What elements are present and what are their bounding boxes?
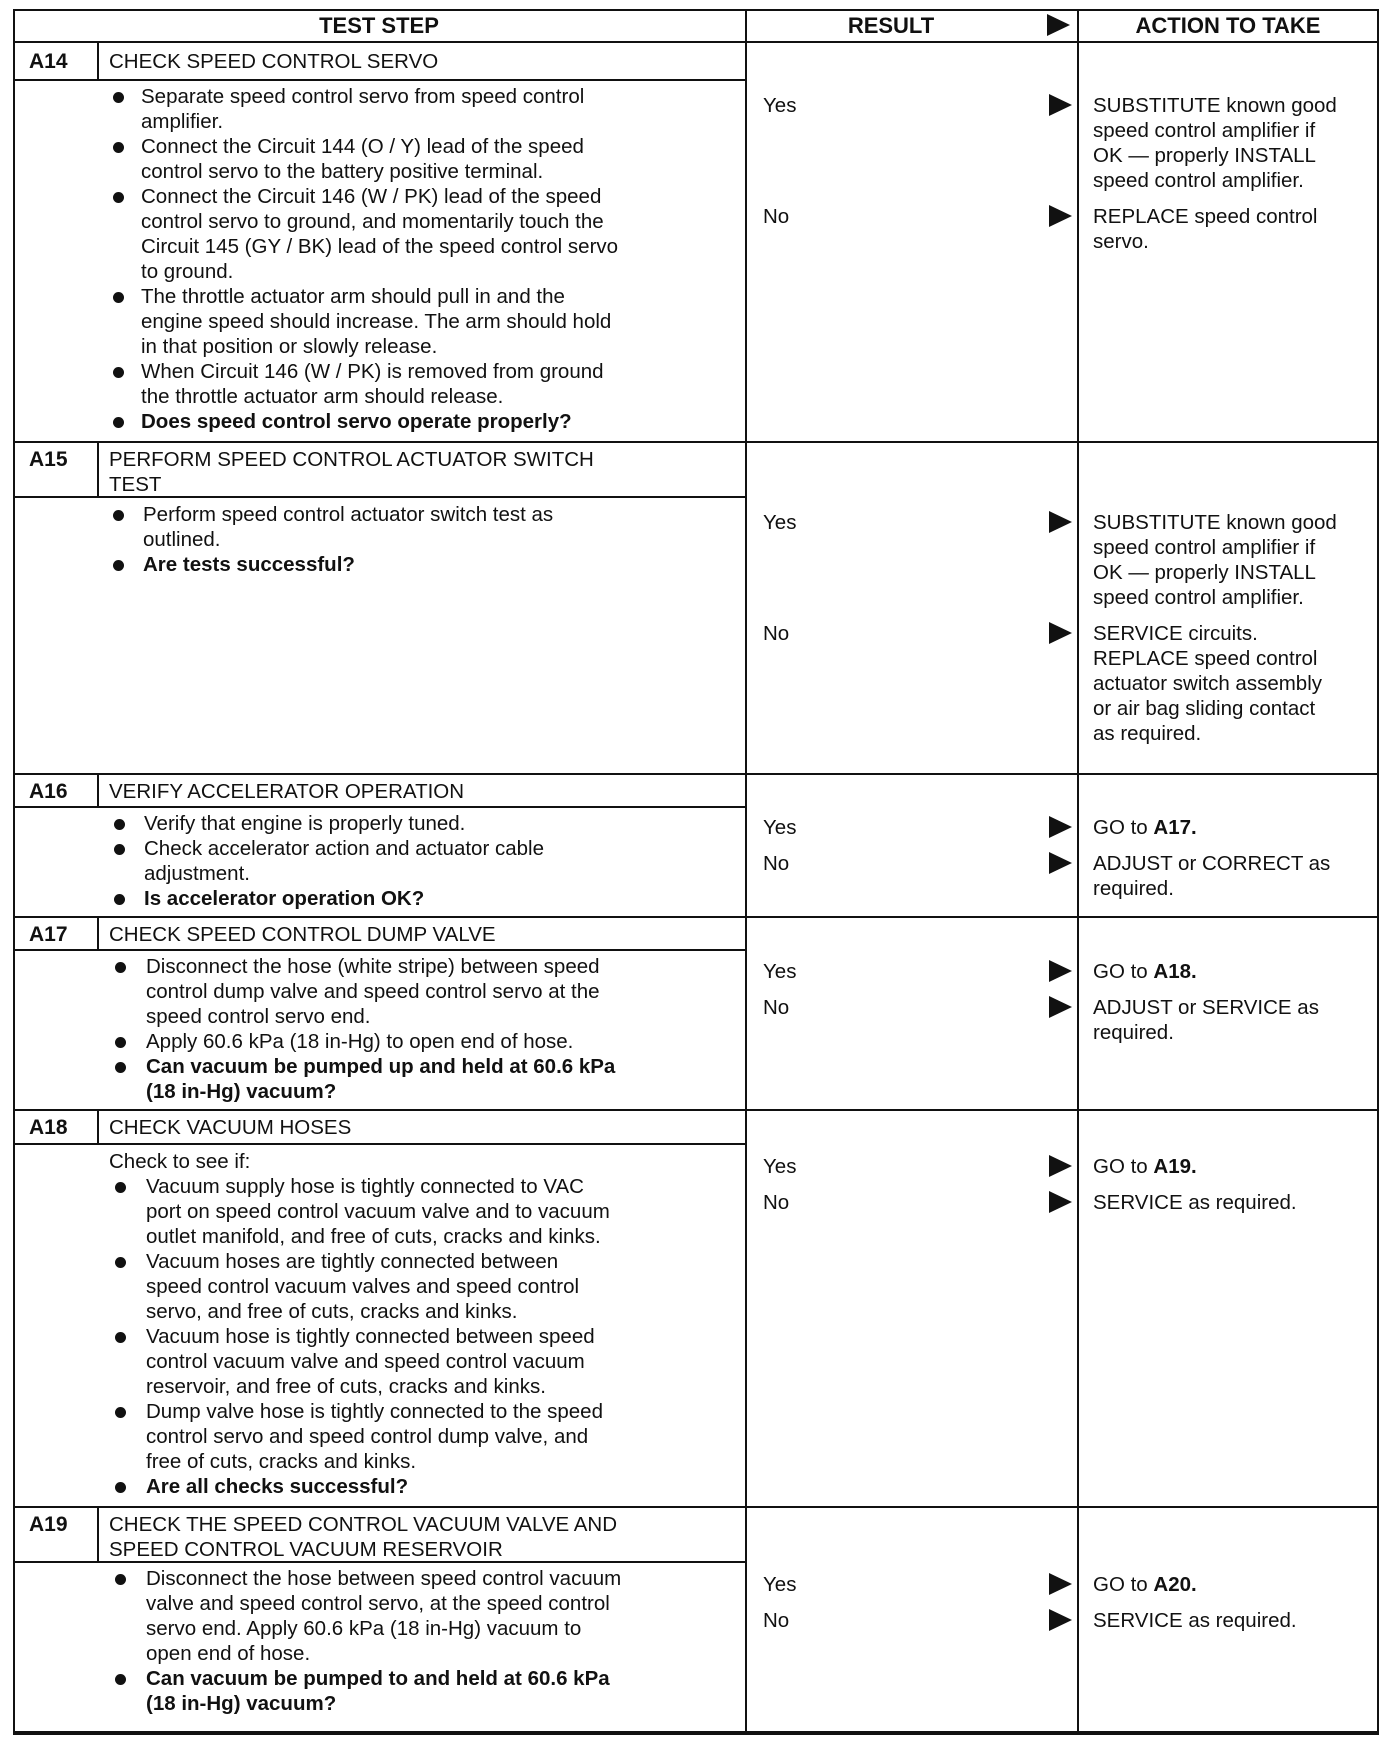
result-arrow-icon — [1049, 511, 1072, 533]
step-reference: A18. — [1153, 960, 1197, 983]
step-instruction: outlet manifold, and free of cuts, cracks and kinks. — [146, 1225, 601, 1248]
bullet-icon — [115, 1037, 126, 1048]
action-text: actuator switch assembly — [1093, 672, 1323, 695]
rule-line — [13, 79, 745, 81]
action-text: ADJUST or CORRECT as — [1093, 852, 1331, 875]
step-id: A14 — [29, 50, 68, 73]
action-text: servo. — [1093, 230, 1149, 253]
step-instruction: (18 in-Hg) vacuum? — [146, 1692, 337, 1715]
bullet-icon — [113, 192, 124, 203]
action-text: GO to A20. — [1093, 1573, 1197, 1596]
step-instruction: port on speed control vacuum valve and to vacuum — [146, 1200, 610, 1223]
step-title: TEST — [109, 473, 162, 496]
bullet-icon — [113, 417, 124, 428]
step-instruction: servo end. Apply 60.6 kPa (18 in-Hg) vacuum to — [146, 1617, 582, 1640]
rule-line — [13, 1506, 1379, 1508]
rule-line — [13, 916, 1379, 918]
result-arrow-icon — [1049, 622, 1072, 644]
rule-line — [13, 41, 1379, 43]
rule-line — [97, 1109, 99, 1143]
bullet-icon — [114, 844, 125, 855]
result-label: Yes — [763, 1573, 797, 1596]
bullet-icon — [114, 819, 125, 830]
action-text: speed control amplifier if — [1093, 119, 1316, 142]
result-arrow-icon — [1049, 1191, 1072, 1213]
step-instruction: Connect the Circuit 146 (W / PK) lead of the speed — [141, 185, 602, 208]
step-title: SPEED CONTROL VACUUM RESERVOIR — [109, 1538, 503, 1561]
rule-line — [13, 1733, 1379, 1735]
bullet-icon — [115, 1407, 126, 1418]
bullet-icon — [113, 92, 124, 103]
step-instruction: speed control vacuum valves and speed control — [146, 1275, 580, 1298]
step-reference: A20. — [1153, 1573, 1197, 1596]
bullet-icon — [115, 1482, 126, 1493]
bullet-icon — [115, 1257, 126, 1268]
step-instruction: Does speed control servo operate properly? — [141, 410, 572, 433]
rule-line — [13, 9, 15, 1733]
step-instruction: servo, and free of cuts, cracks and kinks. — [146, 1300, 518, 1323]
action-text: required. — [1093, 877, 1174, 900]
action-text: ADJUST or SERVICE as — [1093, 996, 1319, 1019]
step-instruction: speed control servo end. — [146, 1005, 371, 1028]
rule-line — [1077, 9, 1079, 1733]
rule-line — [13, 1143, 745, 1145]
result-label: No — [763, 1191, 790, 1214]
rule-line — [13, 806, 745, 808]
action-text: SUBSTITUTE known good — [1093, 511, 1337, 534]
bullet-icon — [113, 292, 124, 303]
bullet-icon — [115, 1574, 126, 1585]
action-text: GO to A18. — [1093, 960, 1197, 983]
rule-line — [97, 43, 99, 79]
rule-line — [97, 441, 99, 496]
step-instruction: open end of hose. — [146, 1642, 311, 1665]
result-arrow-icon — [1049, 960, 1072, 982]
step-id: A16 — [29, 780, 68, 803]
header-test-step: TEST STEP — [319, 13, 439, 38]
bullet-icon — [113, 560, 124, 571]
step-instruction: Are tests successful? — [143, 553, 355, 576]
step-instruction: Dump valve hose is tightly connected to the speed — [146, 1400, 603, 1423]
action-text: GO to A19. — [1093, 1155, 1197, 1178]
action-text: or air bag sliding contact — [1093, 697, 1316, 720]
step-instruction: valve and speed control servo, at the speed control — [146, 1592, 610, 1615]
step-instruction: reservoir, and free of cuts, cracks and kinks. — [146, 1375, 546, 1398]
bullet-icon — [115, 1332, 126, 1343]
result-label: No — [763, 205, 790, 228]
step-id: A17 — [29, 923, 68, 946]
result-arrow-icon — [1049, 1609, 1072, 1631]
step-instruction: adjustment. — [144, 862, 250, 885]
step-id: A18 — [29, 1116, 68, 1139]
step-intro: Check to see if: — [109, 1150, 251, 1173]
action-text: speed control amplifier if — [1093, 536, 1316, 559]
step-instruction: control servo and speed control dump valve, and — [146, 1425, 589, 1448]
result-label: Yes — [763, 960, 797, 983]
header-action: ACTION TO TAKE — [1135, 13, 1321, 38]
result-label: Yes — [763, 94, 797, 117]
action-text: GO to A17. — [1093, 816, 1197, 839]
rule-line — [13, 1109, 1379, 1111]
step-instruction: Are all checks successful? — [146, 1475, 409, 1498]
rule-line — [97, 1506, 99, 1561]
action-text: OK — properly INSTALL — [1093, 561, 1316, 584]
step-instruction: control dump valve and speed control servo at the — [146, 980, 600, 1003]
step-instruction: Vacuum hose is tightly connected between speed — [146, 1325, 595, 1348]
step-instruction: Connect the Circuit 144 (O / Y) lead of the speed — [141, 135, 584, 158]
bullet-icon — [115, 962, 126, 973]
rule-line — [97, 916, 99, 949]
bullet-icon — [113, 142, 124, 153]
step-instruction: Check accelerator action and actuator cable — [144, 837, 544, 860]
bullet-icon — [115, 1674, 126, 1685]
step-title: CHECK SPEED CONTROL SERVO — [109, 50, 439, 73]
step-instruction: control servo to the battery positive terminal. — [141, 160, 544, 183]
result-arrow-icon — [1047, 14, 1070, 36]
step-instruction: to ground. — [141, 260, 234, 283]
result-label: Yes — [763, 816, 797, 839]
step-title: VERIFY ACCELERATOR OPERATION — [109, 780, 465, 803]
result-arrow-icon — [1049, 996, 1072, 1018]
bullet-icon — [114, 894, 125, 905]
step-reference: A17. — [1153, 816, 1197, 839]
result-label: Yes — [763, 1155, 797, 1178]
bullet-icon — [113, 367, 124, 378]
action-text: speed control amplifier. — [1093, 586, 1304, 609]
action-text: REPLACE speed control — [1093, 205, 1318, 228]
step-instruction: in that position or slowly release. — [141, 335, 438, 358]
bullet-icon — [115, 1062, 126, 1073]
action-text: SERVICE circuits. — [1093, 622, 1258, 645]
step-instruction: The throttle actuator arm should pull in and the — [141, 285, 565, 308]
result-arrow-icon — [1049, 816, 1072, 838]
rule-line — [13, 441, 1379, 443]
result-arrow-icon — [1049, 94, 1072, 116]
step-instruction: Circuit 145 (GY / BK) lead of the speed control servo — [141, 235, 619, 258]
header-result: RESULT — [847, 13, 935, 38]
rule-line — [13, 9, 1379, 11]
step-instruction: control servo to ground, and momentarily touch the — [141, 210, 604, 233]
step-reference: A19. — [1153, 1155, 1197, 1178]
result-label: Yes — [763, 511, 797, 534]
step-instruction: Vacuum supply hose is tightly connected to VAC — [146, 1175, 584, 1198]
rule-line — [13, 949, 745, 951]
step-instruction: Apply 60.6 kPa (18 in-Hg) to open end of hose. — [146, 1030, 574, 1053]
step-id: A19 — [29, 1513, 68, 1536]
action-text: OK — properly INSTALL — [1093, 144, 1316, 167]
rule-line — [13, 773, 1379, 775]
bullet-icon — [115, 1182, 126, 1193]
step-instruction: Disconnect the hose (white stripe) between speed — [146, 955, 600, 978]
action-text: SERVICE as required. — [1093, 1191, 1297, 1214]
step-title: CHECK SPEED CONTROL DUMP VALVE — [109, 923, 496, 946]
diagnostic-table — [13, 9, 1379, 1733]
step-instruction: outlined. — [143, 528, 221, 551]
rule-line — [97, 773, 99, 806]
result-label: No — [763, 622, 790, 645]
step-instruction: Perform speed control actuator switch test as — [143, 503, 554, 526]
action-text: as required. — [1093, 722, 1202, 745]
step-title: CHECK THE SPEED CONTROL VACUUM VALVE AND — [109, 1513, 618, 1536]
step-instruction: Can vacuum be pumped to and held at 60.6 kPa — [146, 1667, 610, 1690]
step-instruction: Verify that engine is properly tuned. — [144, 812, 466, 835]
result-arrow-icon — [1049, 1573, 1072, 1595]
step-instruction: the throttle actuator arm should release. — [141, 385, 504, 408]
action-text: SERVICE as required. — [1093, 1609, 1297, 1632]
action-text: REPLACE speed control — [1093, 647, 1318, 670]
step-instruction: free of cuts, cracks and kinks. — [146, 1450, 417, 1473]
step-title: CHECK VACUUM HOSES — [109, 1116, 352, 1139]
step-instruction: control vacuum valve and speed control vacuum — [146, 1350, 585, 1373]
step-instruction: amplifier. — [141, 110, 224, 133]
step-instruction: engine speed should increase. The arm should hold — [141, 310, 612, 333]
result-label: No — [763, 852, 790, 875]
rule-line — [745, 9, 747, 1733]
step-id: A15 — [29, 448, 68, 471]
action-text: speed control amplifier. — [1093, 169, 1304, 192]
result-arrow-icon — [1049, 1155, 1072, 1177]
action-text: required. — [1093, 1021, 1174, 1044]
result-arrow-icon — [1049, 852, 1072, 874]
step-instruction: When Circuit 146 (W / PK) is removed from ground — [141, 360, 604, 383]
action-text: SUBSTITUTE known good — [1093, 94, 1337, 117]
bullet-icon — [113, 510, 124, 521]
step-instruction: Disconnect the hose between speed control vacuum — [146, 1567, 622, 1590]
step-instruction: Can vacuum be pumped up and held at 60.6 kPa — [146, 1055, 616, 1078]
result-label: No — [763, 996, 790, 1019]
step-title: PERFORM SPEED CONTROL ACTUATOR SWITCH — [109, 448, 594, 471]
step-instruction: Vacuum hoses are tightly connected between — [146, 1250, 559, 1273]
step-instruction: (18 in-Hg) vacuum? — [146, 1080, 337, 1103]
step-instruction: Separate speed control servo from speed control — [141, 85, 585, 108]
step-instruction: Is accelerator operation OK? — [144, 887, 425, 910]
rule-line — [1377, 9, 1379, 1733]
result-arrow-icon — [1049, 205, 1072, 227]
result-label: No — [763, 1609, 790, 1632]
